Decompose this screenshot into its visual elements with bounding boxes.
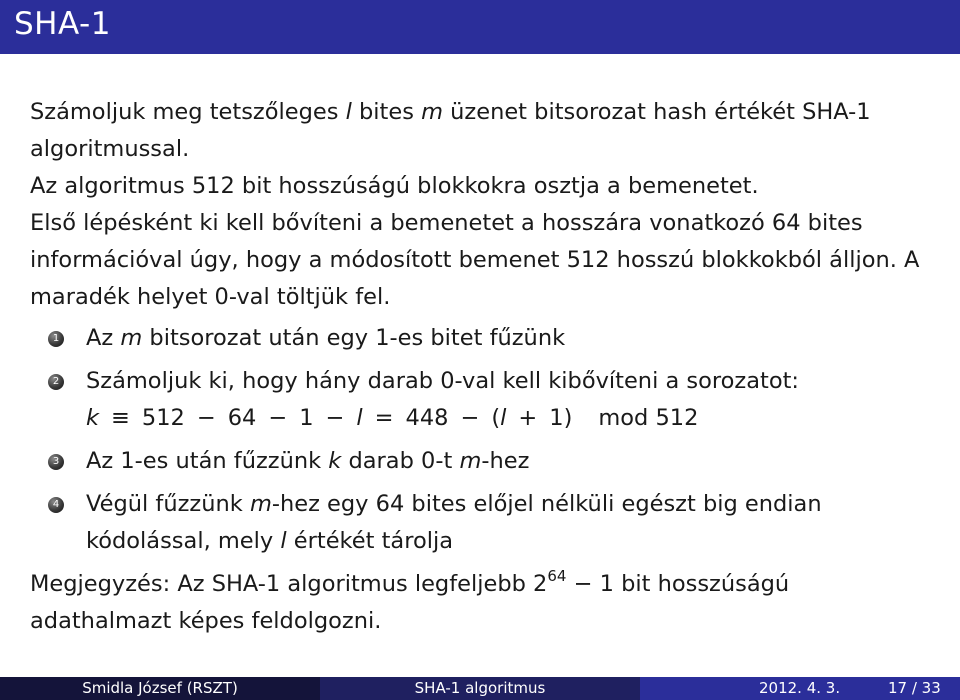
intro-paragraph-3: Első lépésként ki kell bővíteni a bemenetet a hosszára vonatkozó 64 bites információval úgy, hogy a módosított bemenet 512 hosszú blokkokból álljon. A maradék helyet 0-val töltjük fel. xyxy=(30,210,920,310)
formula-token: l xyxy=(500,405,507,431)
list-item xyxy=(30,363,930,437)
text-run: értékét tárolja xyxy=(286,528,454,554)
var-m: m xyxy=(459,448,482,474)
slide-title: SHA-1 xyxy=(14,6,111,42)
text-run: − 1 bit hosszúságú adathalmazt képes feldolgozni. xyxy=(30,571,790,634)
formula-token: mod 512 xyxy=(598,405,699,431)
footer-meta xyxy=(640,677,960,700)
text-run: bitsorozat után egy 1-es bitet fűzünk xyxy=(142,325,566,351)
text-run: Számoljuk meg tetszőleges xyxy=(30,99,346,125)
footer-date: 2012. 4. 3. xyxy=(759,679,841,697)
formula-token: − xyxy=(196,405,216,431)
footer-page-number: 17 / 33 xyxy=(888,679,941,697)
formula-token: k xyxy=(86,405,100,431)
intro-paragraph-1 xyxy=(30,94,930,168)
var-l: l xyxy=(345,99,352,125)
step-text: Számoljuk ki, hogy hány darab 0-val kell kibővíteni a sorozatot: xyxy=(86,368,800,394)
step-number-ball: 4 xyxy=(48,497,64,513)
var-l: l xyxy=(280,528,287,554)
text-run: -hez xyxy=(481,448,530,474)
var-k: k xyxy=(328,448,342,474)
list-item xyxy=(30,486,930,560)
var-m: m xyxy=(120,325,143,351)
formula-token: − xyxy=(325,405,345,431)
text-run: Megjegyzés: Az SHA-1 algoritmus legfeljebb 2 xyxy=(30,571,548,597)
formula-token: + xyxy=(518,405,538,431)
footer-short-title: SHA-1 algoritmus xyxy=(320,677,640,700)
exponent: 64 xyxy=(547,567,567,585)
step-number-ball: 2 xyxy=(48,374,64,390)
title-bar xyxy=(0,0,960,54)
list-item xyxy=(30,443,930,480)
formula-token: − xyxy=(268,405,288,431)
var-m: m xyxy=(421,99,444,125)
formula-token: 1 xyxy=(299,405,314,431)
step-number-ball: 1 xyxy=(48,331,64,347)
steps-list xyxy=(30,320,930,560)
padding-formula xyxy=(86,400,930,437)
text-run: Az 1-es után fűzzünk xyxy=(86,448,329,474)
slide-content xyxy=(30,94,930,640)
formula-token: 64 xyxy=(227,405,257,431)
var-m: m xyxy=(249,491,272,517)
formula-token: 448 xyxy=(405,405,449,431)
text-run: Végül fűzzünk xyxy=(86,491,250,517)
text-run: darab 0-t xyxy=(341,448,460,474)
formula-token: 512 xyxy=(141,405,185,431)
footer-bar xyxy=(0,677,960,700)
footer-author: Smidla József (RSZT) xyxy=(0,677,320,700)
formula-token: l xyxy=(356,405,363,431)
formula-token: ( xyxy=(491,405,501,431)
formula-token: ) xyxy=(563,405,573,431)
list-item xyxy=(30,320,930,357)
formula-token: − xyxy=(460,405,480,431)
step-number-ball: 3 xyxy=(48,454,64,470)
formula-token: 1 xyxy=(549,405,564,431)
text-run: üzenet bitsorozat hash értékét SHA-1 algoritmussal. xyxy=(30,99,871,162)
note-paragraph xyxy=(30,566,930,640)
text-run: bites xyxy=(351,99,422,125)
formula-token: ≡ xyxy=(111,405,130,431)
text-run: -hez egy 64 bites előjel nélküli egészt big endian kódolással, mely xyxy=(86,491,822,554)
text-run: Az xyxy=(86,325,121,351)
intro-paragraph-2: Az algoritmus 512 bit hosszúságú blokkokra osztja a bemenetet. xyxy=(30,173,759,199)
formula-token: = xyxy=(374,405,394,431)
